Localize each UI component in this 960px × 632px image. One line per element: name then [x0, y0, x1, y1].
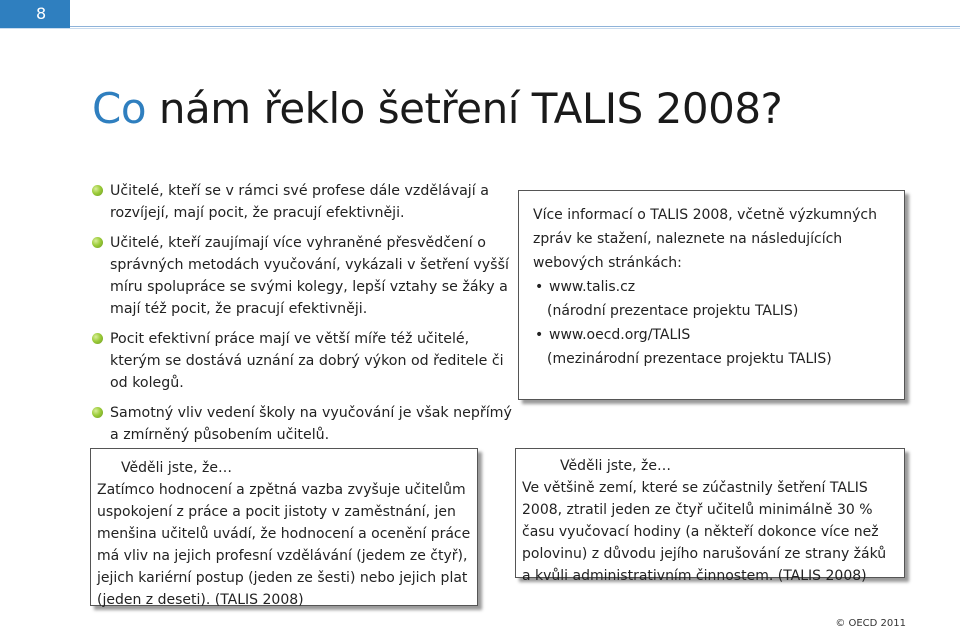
bullet-text: Učitelé, kteří se v rámci své profese dále vzdělávají a rozvíjejí, mají pocit, že pracují efektivněji. — [110, 183, 489, 221]
link-list — [533, 275, 890, 299]
fact-box-text: Ve většině zemí, které se zúčastnily šetření TALIS 2008, ztratil jeden ze čtyř učitelů minimálně 30 % času vyučovací hodiny (a někteří dokonce více než polovinu) z důvodu jejího narušování ze strany žáků a kvůli administrativním činnostem. (TALIS 2008) — [522, 480, 887, 584]
title-accent: Co — [92, 84, 147, 133]
info-intro: Více informací o TALIS 2008, včetně výzkumných zpráv ke stažení, naleznete na následujících webových stránkách: — [533, 207, 877, 271]
bullet-item — [92, 180, 512, 224]
slide-title — [92, 84, 782, 133]
fact-box-heading: Věděli jste, že… — [560, 458, 671, 474]
fact-box-left — [90, 448, 478, 606]
link-note: (mezinárodní prezentace projektu TALIS) — [547, 351, 832, 367]
info-box — [518, 190, 905, 400]
title-rest: nám řeklo šetření TALIS 2008? — [146, 84, 783, 133]
copyright-footer: © OECD 2011 — [835, 618, 906, 629]
page-number: 8 — [0, 0, 70, 28]
bullet-item — [92, 402, 512, 446]
link-list — [533, 323, 890, 347]
link-note: (národní prezentace projektu TALIS) — [547, 303, 799, 319]
bullet-text: Pocit efektivní práce mají ve větší míře též učitelé, kterým se dostává uznání za dobrý výkon od ředitele či od kolegů. — [110, 331, 504, 391]
top-rule — [70, 26, 960, 27]
fact-box-heading: Věděli jste, že… — [121, 460, 232, 476]
bullet-item — [92, 232, 512, 320]
top-rule-secondary — [0, 28, 960, 29]
bullet-dot-icon — [92, 333, 103, 344]
bullet-text: Samotný vliv vedení školy na vyučování je však nepřímý a zmírněný působením učitelů. — [110, 405, 512, 443]
bullet-dot-icon — [92, 237, 103, 248]
bullet-item — [92, 328, 512, 394]
bullet-list — [92, 180, 512, 454]
bullet-dot-icon — [92, 407, 103, 418]
link-oecd-talis[interactable]: • www.oecd.org/TALIS — [533, 323, 890, 347]
bullet-dot-icon — [92, 185, 103, 196]
fact-box-right — [515, 448, 905, 584]
bullet-text: Učitelé, kteří zaujímají více vyhraněné přesvědčení o správných metodách vyučování, vykázali v šetření vyšší míru spolupráce se svými kolegy, lepší vztahy se žáky a mají též pocit, že pracují efektivněji. — [110, 235, 509, 317]
fact-box-text: Zatímco hodnocení a zpětná vazba zvyšuje učitelům uspokojení z práce a pocit jistoty v zaměstnání, jen menšina učitelů uvádí, že hodnocení a ocenění práce má vliv na jejich profesní vzdělávání (jedem ze čtyř), jejich kariérní postup (jeden ze šesti) nebo jejich plat (jeden z deseti). (TALIS 2008) — [97, 482, 471, 608]
link-talis-cz[interactable]: • www.talis.cz — [533, 275, 890, 299]
